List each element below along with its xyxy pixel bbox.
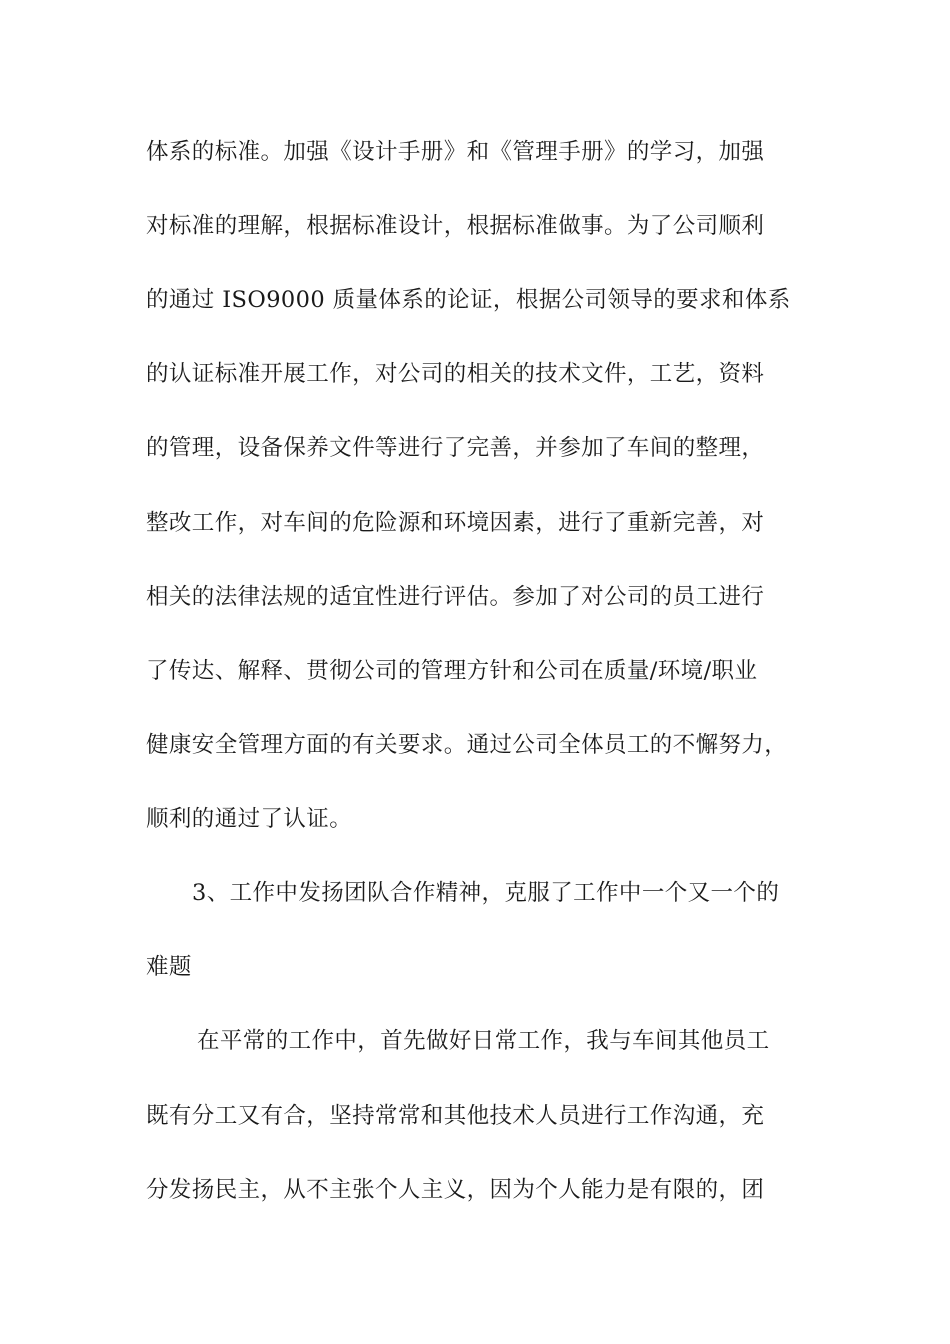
paragraph-line: 整改工作，对车间的危险源和环境因素，进行了重新完善，对 xyxy=(146,510,765,536)
paragraph-line: 分发扬民主，从不主张个人主义，因为个人能力是有限的，团 xyxy=(146,1177,765,1203)
paragraph-line: 了传达、解释、贯彻公司的管理方针和公司在质量/环境/职业 xyxy=(146,658,758,684)
paragraph-line: 健康安全管理方面的有关要求。通过公司全体员工的不懈努力， xyxy=(146,732,788,758)
paragraph-line: 的管理，设备保养文件等进行了完善，并参加了车间的整理， xyxy=(146,435,765,461)
paragraph-line: 在平常的工作中，首先做好日常工作，我与车间其他员工 xyxy=(197,1028,770,1054)
paragraph-line: 体系的标准。加强《设计手册》和《管理手册》的学习，加强 xyxy=(146,139,765,165)
paragraph-line: 既有分工又有合，坚持常常和其他技术人员进行工作沟通，充 xyxy=(146,1103,765,1129)
paragraph-line: 的认证标准开展工作，对公司的相关的技术文件，工艺，资料 xyxy=(146,361,765,387)
paragraph-line: 的通过 ISO9000 质量体系的论证，根据公司领导的要求和体系 xyxy=(146,287,791,313)
paragraph-line: 相关的法律法规的适宜性进行评估。参加了对公司的员工进行 xyxy=(146,584,765,610)
section-heading-line: 3、工作中发扬团队合作精神，克服了工作中一个又一个的 xyxy=(192,880,780,906)
section-heading-line: 难题 xyxy=(146,954,192,980)
paragraph-line: 对标准的理解，根据标准设计，根据标准做事。为了公司顺利 xyxy=(146,213,765,239)
paragraph-line: 顺利的通过了认证。 xyxy=(146,806,353,832)
